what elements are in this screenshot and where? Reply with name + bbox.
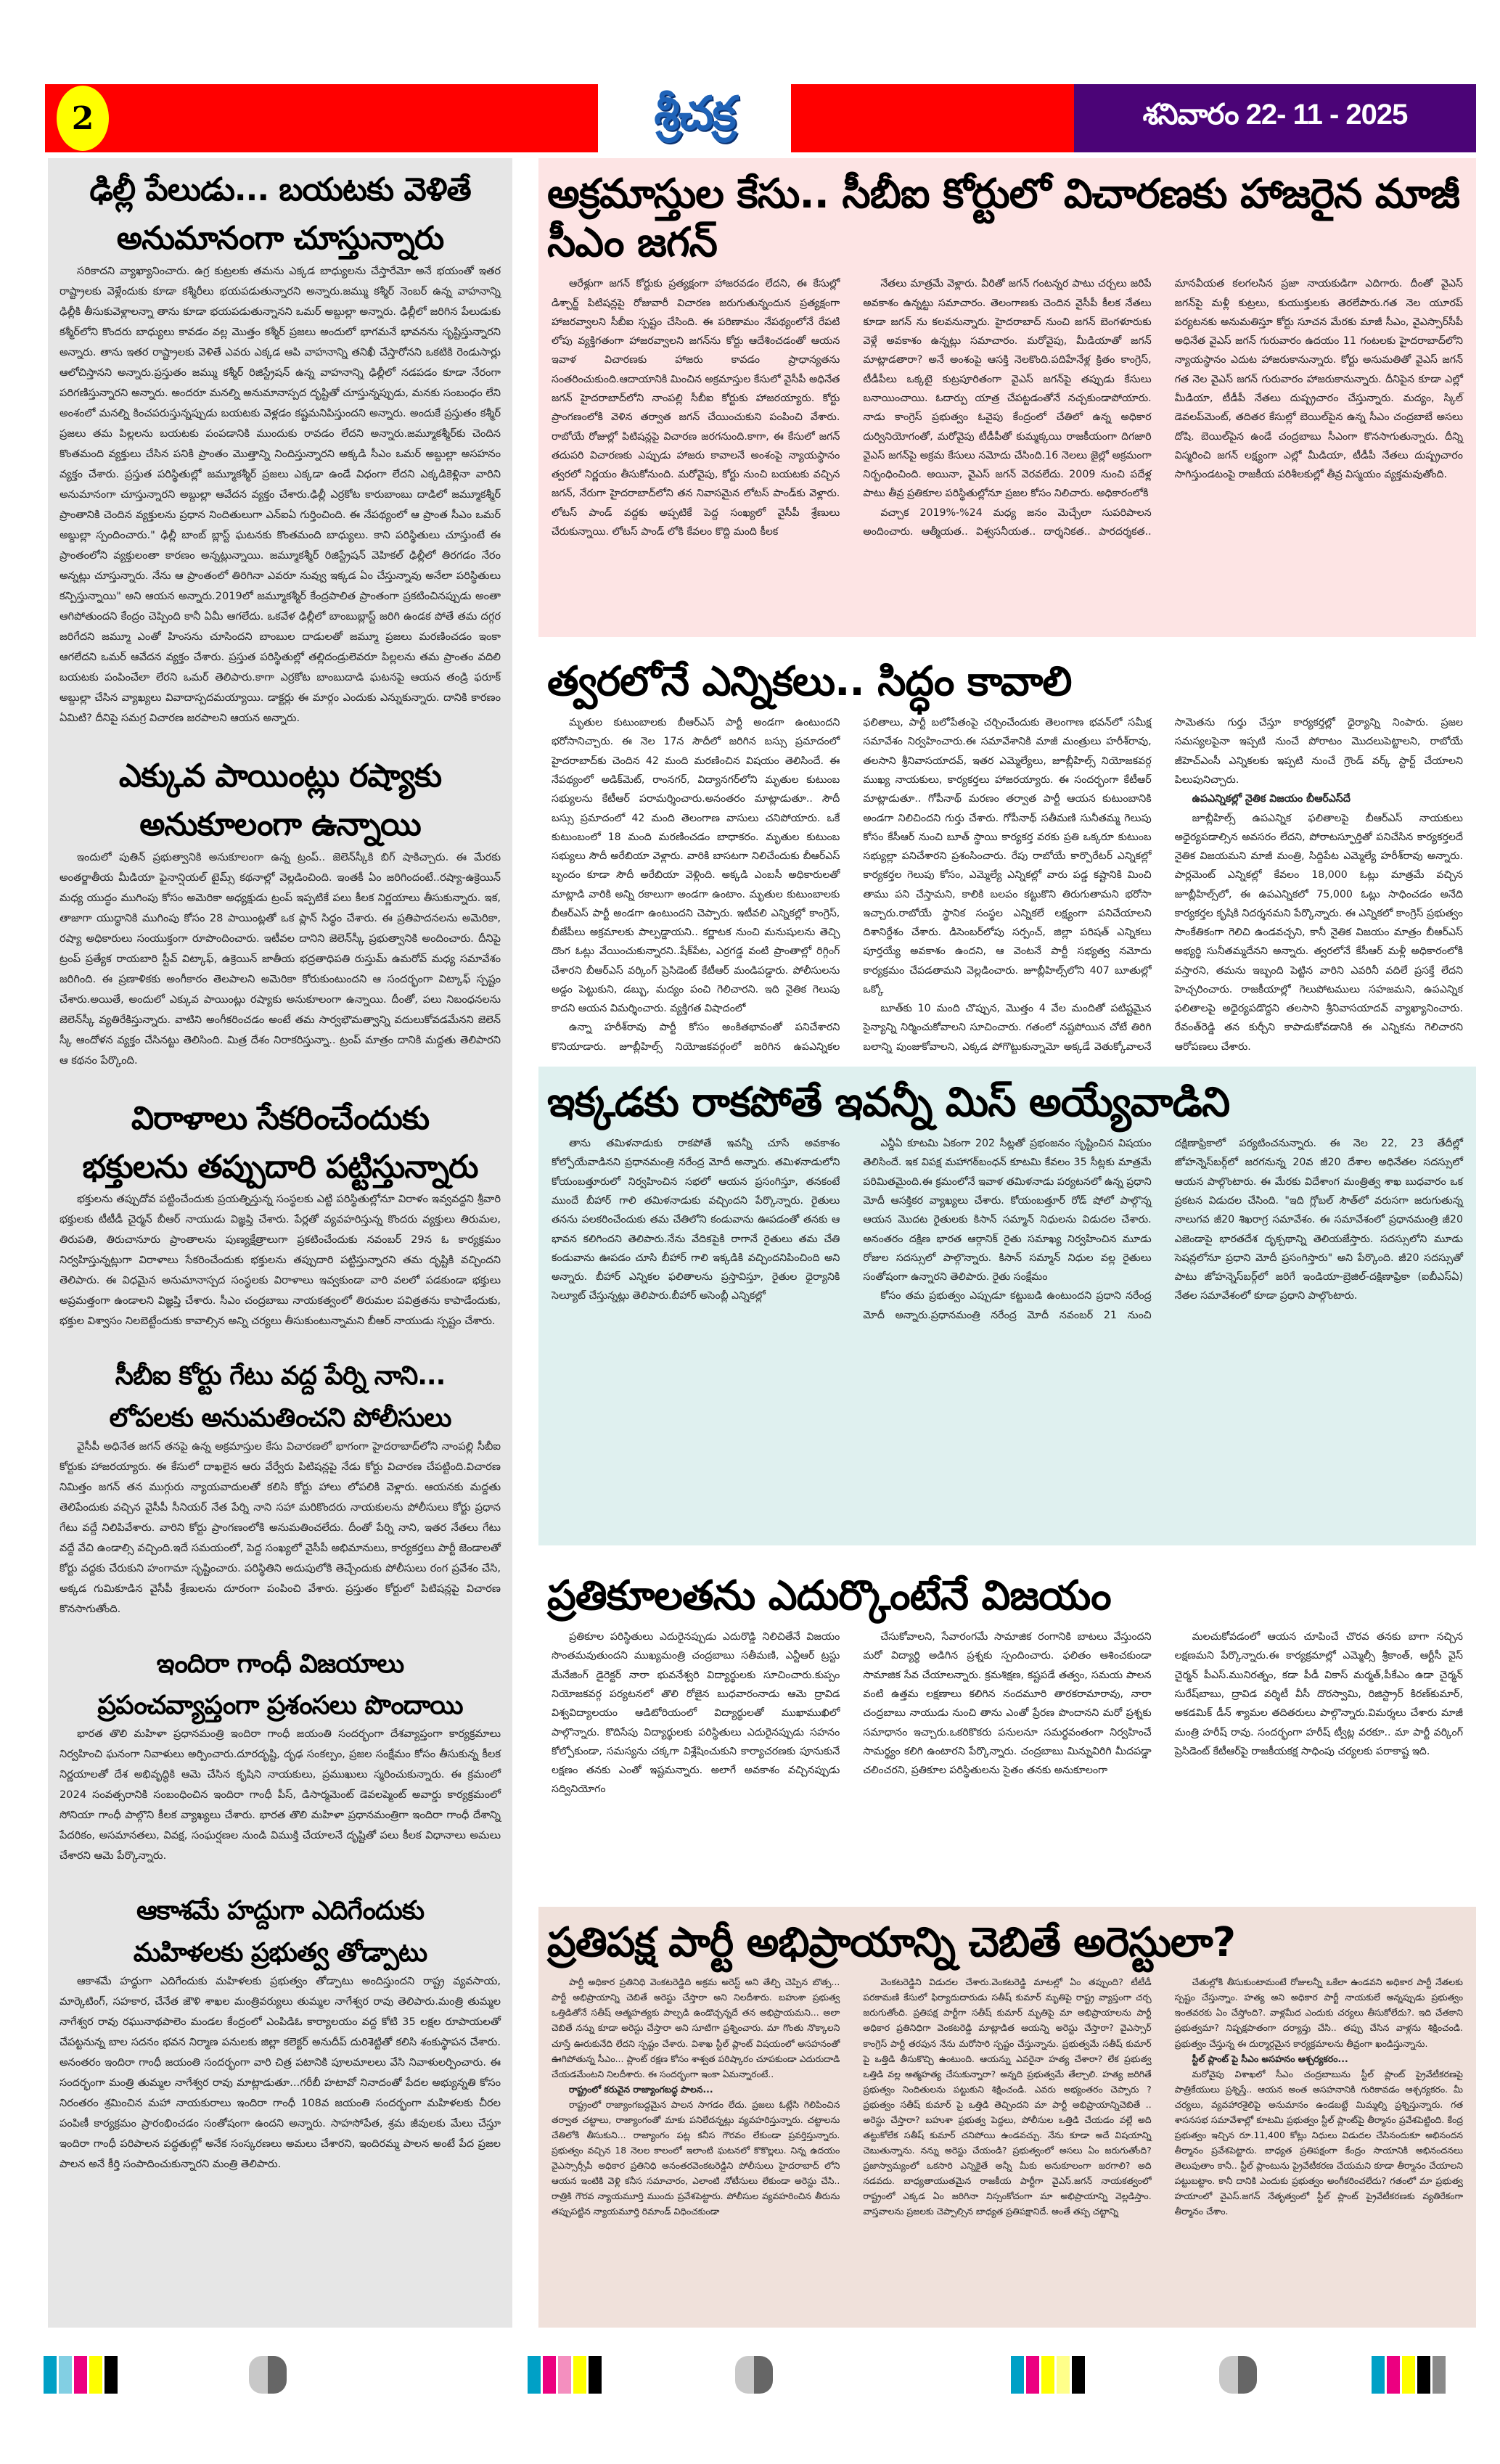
article-ttd-donations (60, 1093, 501, 1332)
gray-registration-dial (735, 2356, 773, 2394)
article-body: ఆకాశమే హద్దుగా ఎదిగేందుకు మహిళలకు ప్రభుత్వం తోడ్పాటు అందిస్తుందని రాష్ట్ర వ్యవసాయ, మార్కెటింగ్, సహకార, చేనేత జౌళి శాఖల మంత్రివర్యులు తుమ్మల నాగేశ్వర రావు తెలిపారు.మంత్రి తుమ్మల నాగేశ్వర రావు రఘునాథపాలెం మండల కేంద్రంలో ఎంపిడిఓ కార్యాలయం వద్ద కోటి 35 లక్షల రూపాయలతో చేపట్టనున్న బాల సదనం భవన నిర్మాణ పనులకు జిల్లా కలెక్టర్ అనుదీప్ దురిశెట్టితో కలిసి శంకుస్థాపన చేశారు. అనంతరం ఇందిరా గాంధీ జయంతి సందర్భంగా వారి చిత్ర పటానికి పూలమాలలు వేసి నివాళులర్పించారు. ఈ సందర్భంగా మంత్రి తుమ్మల నాగేశ్వర రావు మాట్లాడుతూ...గరీబీ హటావో నినాదంతో పేదల అభ్యున్నతి కోసం నిరంతరం శ్రమించిన మహా నాయకురాలు ఇందిరా గాంధీ 108వ జయంతి సందర్భంగా మహిళలకు చీరల పంపిణీ కార్యక్రమం ప్రారంభించడం సంతోషంగా ఉందని అన్నారు. సాహసోపేత, శ్రమ జీవులకు మేలు చేస్తూ ఇందిరా గాంధీ పరిపాలన పద్ధతుల్లో అనేక సంస్కరణలు అమలు చేశారని, ఇందిరమ్మ పాలన అంటే పేద ప్రజల పాలన అనే కీర్తి సంపాదించుకున్నారని మంత్రి తెలిపారు. (60, 1974, 501, 2170)
article-body: భారత తొలి మహిళా ప్రధానమంత్రి ఇందిరా గాంధీ జయంతి సందర్భంగా దేశవ్యాప్తంగా కార్యక్రమాలు నిర్వహించి ఘనంగా నివాళులు అర్పించారు.దూరదృష్టి, దృఢ సంకల్పం, ప్రజల సంక్షేమం కోసం తీసుకున్న కీలక నిర్ణయాలతో దేశ అభివృద్ధికి ఆమె చేసిన కృషిని నాయకులు, ప్రముఖులు స్మరించుకున్నారు. ఈ క్రమంలో 2024 సంవత్సరానికి సంబంధించిన ఇందిరా గాంధీ పీస్, డిసార్మమెంట్ డెవలప్మెంట్ అవార్డు కార్యక్రమంలో సోనియా గాంధీ పాల్గొని కీలక వ్యాఖ్యలు చేశారు. భారత తొలి మహిళా ప్రధానమంత్రిగా ఇందిరా గాంధీ దేశాన్ని పేదరికం, అసమానతలు, వివక్ష, సంఘర్షణల నుండి విముక్తి చేయాలనే దృష్టితో పలు కీలక విధానాలు అమలు చేశారని ఆమె పేర్కొన్నారు. (60, 1728, 501, 1863)
newspaper-logo (598, 80, 791, 158)
headline-line-2: మహిళలకు ప్రభుత్వ తోడ్పాటు (133, 1937, 427, 1968)
article-headline: అక్రమాస్తుల కేసు.. సీబీఐ కోర్టులో విచారణకు హాజరైన మాజీ సీఎం జగన్ (547, 171, 1459, 267)
headline-line-1: ఎక్కువ పాయింట్లు రష్యాకు (118, 757, 442, 794)
body-column-2: ఎన్డీఏ కూటమి ఏకంగా 202 సీట్లతో ప్రభంజనం సృష్టించిన విషయం తెలిసిందే. ఇక విపక్ష మహాగఠ్‌బంధన్ కూటమి కేవలం 35 సీట్లకు మాత్రమే పరిమితమైంది.ఈ క్రమంలోనే ఇవాళ తమిళనాడు పర్యటనలో ఉన్న ప్రధాని మోదీ ఆసక్తికర వ్యాఖ్యలు చేశారు. కోయంబత్తూర్ రోడ్ షోలో పాల్గొన్న ఆయన మొదట రైతులకు కిసాన్ సమ్మాన్ నిధులను విడుదల చేశారు. అనంతరం దక్షిణ భారత ఆర్గానిక్ రైతు సమాఖ్య నిర్వహించిన మూడు రోజుల సదస్సులో పాల్గొన్నారు. కిసాన్ సమ్మాన్ నిధుల వల్ల రైతులు సంతోషంగా ఉన్నారని తెలిపారు. రైతు సంక్షేమం (863, 1138, 1152, 1284)
body-column-3: బూత్‌కు 10 మంది చొప్పున, మొత్తం 4 వేల మందితో పటిష్టమైన సైన్యాన్ని నిర్మించుకోవాలని సూచించారు. గతంలో నష్టపోయిన చోటే తిరిగి బలాన్ని పుంజుకోవాలని, ఎక్కడ పోగొట్టుకున్నామో అక్కడే వెతుక్కోవాలనే సామెతను గుర్తు చేస్తూ కార్యకర్తల్లో ధైర్యాన్ని నింపారు. ప్రజల సమస్యలపైనా ఇప్పటి నుంచే పోరాటం మొదలుపెట్టాలని, రాబోయే జీహెచ్ఎంసీ ఎన్నికలకు ఇప్పటి నుంచే గ్రౌండ్ వర్క్ స్టార్ట్ చేయాలని పిలుపునిచ్చారు. (863, 717, 1463, 1053)
article-women-support (60, 1888, 501, 2175)
cyan-swatch (1372, 2356, 1385, 2394)
black-swatch (1417, 2356, 1430, 2394)
cyan-swatch (528, 2356, 541, 2394)
masthead-red-band-mid (791, 84, 1074, 152)
article-delhi-blast (60, 164, 501, 728)
logo-text: శ్రీచక్ర (654, 86, 735, 141)
article-body: వైసీపీ అధినేత జగన్ తనపై ఉన్న అక్రమాస్తుల కేసు విచారణలో భాగంగా హైదరాబాద్‌లోని నాంపల్లి సీబీఐ కోర్టుకు హాజరయ్యారు. ఈ కేసులో దాఖలైన ఆరు వేర్వేరు పిటిషన్లపై నేడు కోర్టు విచారణ చేపట్టింది.విచారణ నిమిత్తం జగన్ తన ముగ్గురు న్యాయవాదులతో కలిసి కోర్టు హాలు లోపలికి వెళ్లారు. ఆయనకు మద్దతు తెలిపేందుకు వచ్చిన వైసీపీ సీనియర్ నేత పేర్ని నాని సహా మరికొందరు నాయకులను పోలీసులు కోర్టు ప్రధాన గేటు వద్దే నిలిపివేశారు. వారిని కోర్టు ప్రాంగణంలోకి అనుమతించలేదు. దీంతో పేర్ని నాని, ఇతర నేతలు గేటు వద్దే వేచి ఉండాల్సి వచ్చింది.ఇదే సమయంలో, పెద్ద సంఖ్యలో వైసీపీ అభిమానులు, కార్యకర్తలు పార్టీ జెండాలతో కోర్టు వద్దకు చేరుకుని హంగామా సృష్టించారు. పరిస్థితిని అదుపులోకి తెచ్చేందుకు పోలీసులు రంగ ప్రవేశం చేసి, అక్కడ గుమికూడిన వైసీపీ శ్రేణులను దూరంగా పంపించి వేశారు. ప్రస్తుతం కోర్టులో పిటిషన్లపై విచారణ కొనసాగుతోంది. (60, 1440, 501, 1615)
article-headline: ఇక్కడకు రాకపోతే ఇవన్నీ మిస్ అయ్యేవాడిని (547, 1079, 1230, 1126)
color-registration-strip (1372, 2356, 1446, 2394)
subheading: స్టీల్ ప్లాంట్ పై సీఎం అసహనం ఆశ్చర్యకరం... (1192, 2053, 1348, 2064)
body-column-2: చేసుకోవాలని, సేవారంగమే సామాజిక రంగానికి బాటలు వేస్తుందని మరో విద్యార్థి అడిగిన ప్రశ్నకు స్పందించారు. ఫలితం ఆశించకుండా సామాజిక సేవ చేయాలన్నారు. క్రమశిక్షణ, కష్టపడే తత్వం, సమయ పాలన వంటి ఉత్తమ లక్షణాలు కలిగిన నందమూరి తారకరామారావు, నారా చంద్రబాబు నాయుడు నుంచి తాను ఎంతో ప్రేరణ పొందానని మరో ప్రశ్నకు సమాధానం ఇచ్చారు.ఒకరికొకరు పనులనూ సమర్థవంతంగా నిర్వహించే సామర్థ్యం కలిగి ఉంటారని పేర్కొన్నారు. చంద్రబాబు మిన్నువిరిగి మీదపడ్డా చలించరని, ప్రతికూల పరిస్థితులను సైతం తనకు అనుకూలంగా (863, 1631, 1152, 1777)
black-swatch (589, 2356, 602, 2394)
article-body (538, 713, 1476, 1067)
body-paragraph: పార్టీ అధికార ప్రతినిధి వెంకటరెడ్డిది అక్రమ అరెస్ట్ అని తేల్చి చెప్పిన బొత్స... పార్టీ అభిప్రాయాన్ని చెబితే అరెస్టు చేస్తారా అని నిలదీశారు. బహుశా ప్రభుత్వ ఒత్తిడితోనే సతీష్ ఆత్మహత్యకు పాల్పడి ఉండొచ్చన్నదే తన అభిప్రాయమని... అలా చెబితే నన్ను కూడా అరెస్టు చేస్తారా అని సూటిగా ప్రశ్నించారు. మా గొంతు నొక్కాలని చూస్తే ఊరుకునేది లేదని స్పష్టం చేశారు. విశాఖ స్టీల్ ప్లాంట్ విషయంలో అసహనంతో ఊగిపోతున్న సీఎం... ప్లాంట్ రక్షణ కోసం శాశ్వత పరిష్కారం చూపకుండా ఎదురుదాడి చేయడమేంటని నిలదీశారు. ఈ సందర్భంగా ఇంకా ఏమన్నారంటే.. (552, 1976, 840, 2079)
light-cyan-swatch (59, 2356, 72, 2394)
article-body (538, 1134, 1476, 1335)
masthead-red-band (45, 84, 598, 152)
body-column-3: కోసం తమ ప్రభుత్వం ఎప్పుడూ కట్టుబడి ఉంటుందని ప్రధాని నరేంద్ర మోదీ అన్నారు.ప్రధానమంత్రి నరేంద్ర మోదీ నవంబర్ 21 నుంచి దక్షిణాఫ్రికాలో పర్యటించనున్నారు. ఈ నెల 22, 23 తేదీల్లో జోహన్నెస్‌బర్గ్‌లో జరగనున్న 20వ జీ20 దేశాల అధినేతల సదస్సులో ఆయన పాల్గొంటారు. ఈ మేరకు విదేశాంగ మంత్రిత్వ శాఖ బుధవారం ఒక ప్రకటన విడుదల చేసింది. "ఇది గ్లోబల్ సౌత్‌లో వరుసగా జరుగుతున్న నాలుగవ జీ20 శిఖరాగ్ర సమావేశం. ఈ సమావేశంలో ప్రధానమంత్రి జీ20 ఎజెండాపై భారతదేశ దృక్పథాన్ని తెలియజేస్తారు. సదస్సులోని మూడు సెషన్లలోనూ ప్రధాని మోదీ ప్రసంగిస్తారు" అని పేర్కొంది. జీ20 సదస్సుతో పాటు జోహన్నెస్‌బర్గ్‌లో జరిగే ఇండియా-బ్రెజిల్-దక్షిణాఫ్రికా (ఐబీఎస్ఏ) నేతల సమావేశంలో కూడా ప్రధాని పాల్గొంటారు. (863, 1138, 1463, 1321)
gray-registration-dial (249, 2356, 287, 2394)
yellow-swatch (89, 2356, 102, 2394)
article-russia-points (60, 750, 501, 1071)
black-swatch (104, 2356, 118, 2394)
article-body: సరికాదని వ్యాఖ్యానించారు. ఉగ్ర కుట్రలకు తమను ఎక్కడ బాధ్యులను చేస్తారేమో అనే భయంతో ఇతర రాష్ట్రాలకు వెళ్లేందుకు కూడా కశ్మీరీలు భయపడుతున్నారని అన్నారు.జమ్ము కశ్మీర్ నెంబర్ ఉన్న వాహనాన్ని ఢిల్లీకి తీసుకువెళ్లాలన్నా తాను కూడా భయపడుతున్నానని ఒమర్ అబ్దుల్లా అన్నారు. ఢిల్లీలో జరిగిన పేలుడుకు కశ్మీర్‌లోని కొందరు బాధ్యులు కావడం వల్ల మొత్తం కశ్మీర్ ప్రజలు అందులో భాగమనే భావనను సృష్టిస్తున్నారని అన్నారు. తాను ఇతర రాష్ట్రాలకు వెళితే ఎవరు ఎక్కడ ఆపి వాహనాన్ని తనిఖీ చేస్తారోనని ఒకటికి రెండుసార్లు ఆలోచిస్తానని అన్నారు.ప్రస్తుతం జమ్ము కశ్మీర్ రిజిస్ట్రేషన్ ఉన్న వాహనాన్ని ఢిల్లీలో నడపడం కూడా నేరంగా పరిగణిస్తున్నారని అన్నారు. అందరూ మనల్ని అనుమానాస్పద దృష్టితో చూస్తున్నప్పుడు, మనకు సంబంధం లేని అంశంలో మనల్ని కించపరుస్తున్నప్పుడు బయటకు వెళ్లడం కష్టమనిపిస్తుందని అన్నారు. అందుకే ప్రస్తుతం కశ్మీర్ ప్రజలు తమ పిల్లలను బయటకు పంపడానికి ముందుకు రావడం లేదని అన్నారు.జమ్మూకశ్మీర్‌కు చెందిన కొంతమంది వ్యక్తులు చేసిన పనికి ప్రాంతం మొత్తాన్ని నిందిస్తున్నారని అక్కడి సీఎం ఒమర్ అబ్దుల్లా అసహనం వ్యక్తం చేశారు. ప్రస్తుత పరిస్థితుల్లో జమ్మూకశ్మీర్ ప్రజలు ఎక్కడా ఉండే విధంగా లేదని ఎక్కడికెళ్లినా వారిని అనుమానంగా చూస్తున్నారని అబ్దుల్లా ఆవేదన వ్యక్తం చేశారు.ఢిల్లీ ఎర్రకోట కారుబాంబు దాడిలో జమ్మూకశ్మీర్ ప్రాంతానికి చెందిన వ్యక్తులను ప్రధాన నిందితులుగా ఎన్ఐఏ గుర్తించింది. ఈ నేపథ్యంలో ఆ ప్రాంత సీఎం ఒమర్ అబ్దుల్లా స్పందించారు." ఢిల్లీ బాంబ్ బ్లాస్ట్ ఘటనకు కొంతమంది బాధ్యులు. కాని పరిస్థితులు చూస్తుంటే ఈ ప్రాంతంలోని వ్యక్తులంతా కారణం అన్నట్లున్నాయి. జమ్మూకశ్మీర్ రిజిస్ట్రేషన్ వెహికల్ ఢిల్లీలో తిరగడం నేరం అన్నట్లు చూస్తున్నారు. నేను ఆ ప్రాంతంలో తిరిగినా ఎవరూ నువ్వు ఇక్కడ ఏం చేస్తున్నావు అనేలా పరిస్థితులు కన్పిస్తున్నాయి" అని ఆయన అన్నారు.2019లో జమ్మూకశ్మీర్ కేంద్రపాలిత ప్రాంతంగా ప్రకటించినప్పుడు అంతా ఆగిపోతుందని కేంద్రం చెప్పింది కానీ ఏమీ ఆగలేదు. ఒకవేళ ఢిల్లీలో బాంబుబ్లాస్ట్ జరిగి ఉండక పోతే తమ దగ్గర జరిగేదని జమ్మూ ఎంతో హింసను చూసిందని బాంబుల దాడులతో జమ్మూ ప్రజలు మరణించడం ఇంకా ఆగలేదని ఒమర్ ఆవేదన వ్యక్తం చేశారు. ప్రస్తుత పరిస్థితుల్లో తల్లిదండ్రులెవరూ పిల్లలను తమ ప్రాంతం వదిలి బయటకు పంపించేలా లేరని ఒమర్ తెలిపారు.కాగా ఎర్రకోట బాంబుదాడి ఘటనపై ఆయన తండ్రి ఫరూక్ అబ్దుల్లా చేసిన వ్యాఖ్యలు వివాదాస్పదమయ్యాయి. డాక్టర్లు ఈ మార్గం ఎందుకు ఎన్నుకున్నారు. దానికి కారణం ఏమిటి? దీనిపై సమగ్ర విచారణ జరపాలని ఆయన అన్నారు. (60, 264, 501, 724)
body-paragraph: రాష్ట్రంలో రాజ్యాంగబద్ధమైన పాలన సాగడం లేదు. ప్రజలు ఓట్లేసి గెలిపించిన తర్వాత చట్టాలు, రాజ్యాంగంతో మాకు పనిలేదన్నట్లు వ్యవహరిస్తున్నారు. చట్టాలను చేతిలోకి తీసుకుని... రాజ్యాంగం పట్ల కనీస గౌరవం లేకుండా ప్రవర్తిస్తున్నారు. ప్రభుత్వం వచ్చిన 18 నెలల కాలంలో ఇలాంటి ఘటనలో కొకొల్లలు. నిన్న ఉదయం వైఎస్సార్సీపీ అధికార ప్రతినిధి అనంతరవెంకటరెడ్డిని పోలీసులు హైదరాబాద్ లోని ఆయన ఇంటికి వెళ్లి కనీస సమాచారం, ఎలాంటి నోటీసులు లేకుండా అరెస్టు చేసి.. రాత్రికి గౌరవ న్యాయమూర్తి ముందు ప్రవేశపెట్టారు. పోలీసుల వ్యవహరించిన తీరును తప్పుపట్టిన న్యాయమూర్తి రిమాండ్ విధించకుండా (552, 2098, 840, 2217)
body-column-1: తాను తమిళనాడుకు రాకపోతే ఇవన్నీ చూసే అవకాశం కోల్పోయేవాడినని ప్రధానమంత్రి నరేంద్ర మోదీ అన్నారు. తమిళనాడులోని కోయంబత్తూరులో నిర్వహించిన సభలో ఆయన ప్రసంగిస్తూ, తనకంటే ముందే బీహార్ గాలి తమిళనాడుకు వచ్చిందని పేర్కొన్నారు. రైతులు తనను పలకరించేందుకు తమ చేతిలోని కండువాను ఊపడంతో తనకు ఆ భావన కలిగిందని తెలిపారు.నేను వేదికపైకి రాగానే రైతులు తమ చేతి కండువాను ఊపడం చూసి బీహార్ గాలి ఇక్కడికి వచ్చిందనిపించింది అని అన్నారు. బీహార్ ఎన్నికల ఫలితాలను ప్రస్తావిస్తూ, రైతుల ధైర్యానికి సెల్యూట్ చేస్తున్నట్లు తెలిపారు.బీహార్ అసెంబ్లీ ఎన్నికల్లో (552, 1138, 840, 1302)
cyan-swatch (44, 2356, 57, 2394)
light-magenta-swatch (558, 2356, 571, 2394)
yellow-swatch (1041, 2356, 1054, 2394)
body-paragraph: మరోవైపు విశాఖలో సీఎం చంద్రబాబును స్టీల్ ప్లాంట్ ప్రైవేటీకరణపై పాత్రికేయులు ప్రశ్నిస్తే.. ఆయన అంత అసహనానికి గురికావడం ఆశ్చర్యకరం. మీ చర్యలు, వ్యవహారశైలిపై అనుమానం ఉండబట్టే మిమ్మల్ని ప్రశ్నిస్తున్నారు. గత శాసనసభ సమావేశాల్లో కూటమి ప్రభుత్వం స్టీల్ ప్లాంట్‌పై తీర్మానం ప్రవేశపెట్టింది. కేంద్ర ప్రభుత్వం ఇచ్చిన రూ.11,400 కోట్లు నిధులు విడుదల చేసినందుకూ అభినందన తీర్మానం ప్రవేశపెట్టారు. బాధ్యత ప్రతిపక్షంగా కేంద్రం సాయానికి అభినందనలు తెలుపుతాం కానీ.. స్టీల్ ప్లాంటును ప్రైవేటీకరణ చేయమని కూడా తీర్మానం చేయాలని పట్టుబట్టాం. కానీ దానికి ఎందుకు ప్రభుత్వం అంగీకరించలేదు? గతంలో మా ప్రభుత్వ హయాంలో వైఎస్.జగన్ నేతృత్వంలో స్టీల్ ప్లాంట్ ప్రైవేటీకరణకు వ్యతిరేకంగా తీర్మానం చేశాం. (1174, 2068, 1463, 2217)
headline-line-1: ఆకాశమే హద్దుగా ఎదిగేందుకు (136, 1896, 425, 1926)
light-yellow-swatch (1057, 2356, 1070, 2394)
article-body: భక్తులను తప్పుదోవ పట్టించేందుకు ప్రయత్నిస్తున్న సంస్థలకు ఎట్టి పరిస్థితుల్లోనూ విరాళం ఇవ్వవద్దని శ్రీవారి భక్తులకు టీటీడీ చైర్మన్ బీఆర్ నాయుడు విజ్ఞప్తి చేశారు. పేర్లతో వ్యవహరిస్తున్న కొందరు వ్యక్తులు తిరుమల, తిరుపతి, తిరుచానూరు ప్రాంతాలను పుణ్యక్షేత్రాలుగా ప్రకటించేందుకు నవంబర్ 29న ఓ కార్యక్రమం నిర్వహిస్తున్నట్లుగా విరాళాలు సేకరించేందుకు భక్తులను తప్పుదారి పట్టిస్తున్నారని తమ దృష్టికి వచ్చిందని తెలిపారు. ఈ విధమైన అనుమానాస్పద సంస్థలకు విరాళాలు ఇవ్వకుండా వారి వలలో పడకుండా భక్తులు అప్రమత్తంగా ఉండాలని విజ్ఞప్తి చేశారు. సీఎం చంద్రబాబు నాయకత్వంలో తిరుమల పవిత్రతను కాపాడేందుకు, భక్తుల విశ్వాసం నిలబెట్టేందుకు కావాల్సిన అన్ని చర్యలు తీసుకుంటున్నామని బీఆర్ నాయుడు స్పష్టం చేశారు. (60, 1193, 501, 1328)
body-column-1: ప్రతికూల పరిస్థితులు ఎదురైనప్పుడు ఎదురొడ్డి నిలిచితేనే విజయం సొంతమవుతుందని ముఖ్యమంత్రి చంద్రబాబు సతీమణి, ఎన్టీఆర్ ట్రస్టు మేనేజింగ్ డైరెక్టర్ నారా భువనేశ్వరి విద్యార్థులకు సూచించారు.కుప్పం నియోజకవర్గ పర్యటనలో తొలి రోజైన బుధవారంనాడు ఆమె ద్రావిడ విశ్వవిద్యాలయం ఆడిటోరియంలో విద్యార్థులతో ముఖాముఖిలో పాల్గొన్నారు. కొదిసేపు విద్యార్థులకు పరిస్థితులు ఎదురైనప్పుడు సహనం కోల్పోకుండా, సమస్యను చక్కగా విశ్లేషించుకుని కార్యాచరణకు పూనుకునే లక్షణం తనకు ఎంతో ఇష్టమన్నారు. అలాగే అవకాశం వచ్చినప్పుడు సద్వినియోగం (552, 1631, 840, 1796)
body-column-3: మలచుకోవడంలో ఆయన చూపించే చొరవ తనకు బాగా నచ్చిన లక్షణమని పేర్కొన్నారు.ఈ కార్యక్రమాల్లో ఎమ్మెల్సీ శ్రీకాంత్, ఆర్టీసీ వైస్ చైర్మన్ పీఎస్.మునిరత్నం, కడా పీడీ వికాస్ మర్మత్,పీకేఎం ఉడా చైర్మన్ సురేష్‌బాబు, ద్రావిడ వర్శిటీ వీసీ దొరస్వామి, రిజిస్ట్రార్ కిరణ్‌కుమార్, అకడమిక్ డీన్ శ్యామల తదితరులు పాల్గొన్నారు.విమర్శలు చేశారు మాజీ మంత్రి హరీష్ రావు. సందర్భంగా హరీష్ ట్వీట్ల వరకూ.. మా పార్టీ వర్కింగ్ ప్రెసిడెంట్ కేటీఆర్‌పై రాజకీయకక్ష సాధింపు చర్యలకు పరాకాష్ట ఇది. (1174, 1631, 1463, 1757)
body-column-2: ఉన్నా హరీశ్‌రావు పార్టీ కోసం అంకితభావంతో పనిచేశారని కొనియాడారు. జూబ్లీహిల్స్ నియోజకవర్గంలో జరిగిన ఉపఎన్నికల ఫలితాలు, పార్టీ బలోపేతంపై చర్చించేందుకు తెలంగాణ భవన్‌లో సమీక్ష సమావేశం నిర్వహించారు.ఈ సమావేశానికి మాజీ మంత్రులు హరీశ్‌రావు, తలసాని శ్రీనివాసయాదవ్, ఇతర ఎమ్మెల్యేలు, జూబ్లీహిల్స్ నియోజకవర్గ ముఖ్య నాయకులు, కార్యకర్తలు హాజరయ్యారు. ఈ సందర్భంగా కేటీఆర్ మాట్లాడుతూ.. గోపీనాథ్ మరణం తర్వాత పార్టీ ఆయన కుటుంబానికి అండగా నిలిచిందని గుర్తు చేశారు. గోపీనాథ్ సతీమణి సునీతమ్మ గెలుపు కోసం కేసీఆర్ నుంచి బూత్ స్థాయి కార్యకర్త వరకు ప్రతి ఒక్కరూ కుటుంబ సభ్యుల్లా పనిచేశారని ప్రశంసించారు. రేపు రాబోయే కార్పొరేటర్ ఎన్నికల్లో కార్యకర్తల గెలుపు కోసం, ఎమ్మెల్యే ఎన్నికల్లో వారు పడ్డ కష్టానికి మించి తాము పని చేస్తామని, కాలికి బలపం కట్టుకొని తిరుగుతామని భరోసా ఇచ్చారు.రాబోయే స్థానిక సంస్థల ఎన్నికలే లక్ష్యంగా పనిచేయాలని దిశానిర్దేశం చేశారు. డిసెంబర్‌లోపు సర్పంచ్, జిల్లా పరిషత్ ఎన్నికలు పూర్తయ్యే అవకాశం ఉందని, ఆ వెంటనే పార్టీ సభ్యత్వ నమోదు కార్యక్రమం చేపడతామని వెల్లడించారు. జూబ్లీహిల్స్‌లోని 407 బూతుల్లో ఒక్కో (552, 717, 1152, 1053)
article-body (538, 274, 1476, 551)
article-opposition-arrests (538, 1907, 1476, 2328)
headline-line-1: ఇందిరా గాంధీ విజయాలు (156, 1648, 404, 1679)
article-modi-tamilnadu (538, 1067, 1476, 1545)
headline-line-1: సీబీఐ కోర్టు గేటు వద్ద పేర్ని నాని... (115, 1361, 446, 1392)
color-registration-strip (528, 2356, 602, 2394)
magenta-swatch (74, 2356, 87, 2394)
gray-swatch (1433, 2356, 1446, 2394)
yellow-swatch (1402, 2356, 1415, 2394)
article-body: ఇందులో పుతిన్ ప్రభుత్వానికి అనుకూలంగా ఉన్న ట్రంప్.. జెలెన్‌స్కీకి బిగ్ షాకిచ్చారు. ఈ మేరకు అంతర్జాతీయ మీడియా ఫైనాన్షియల్ టైమ్స్ కథనాల్లో వెల్లడించింది. ఇంతకీ ఏం జరిగిందంటే..రష్యా-ఉక్రెయిన్ మధ్య యుద్ధం ముగింపు కోసం అమెరికా అధ్యక్షుడు ట్రంప్ ఇప్పటికే పలు కీలక నిర్ణయాలు తీసుకున్నారు. ఇక, తాజాగా యుద్ధానికి ముగింపు కోసం 28 పాయింట్లతో ఒక ప్లాన్ సిద్ధం చేశారు. ఈ ప్రతిపాదనలను అమెరికా, రష్యా అధికారులు సంయుక్తంగా రూపొందించారు. ఇటీవల దానిని జెలెన్‌స్కీ ప్రభుత్వానికి అందించారు. దీనిపై ట్రంప్ ప్రత్యేక రాయబారి స్టీవ్ విట్కాఫ్, ఉక్రెయిన్ జాతీయ భద్రతాధిపతి రుస్తుమ్ ఉమరోవ్ మధ్య సమావేశం జరిగింది. ఈ ప్రణాళికకు అంగీకారం తెలపాలని అమెరికా కోరుకుంటుందని ఆ సందర్భంగా విట్కాఫ్ స్పష్టం చేశారు.అయితే, అందులో ఎక్కువ పాయింట్లు రష్యాకు అనుకూలంగా ఉన్నాయి. దీంతో, పలు నిబంధనలను జెలెన్‌స్కీ వ్యతిరేకిస్తున్నారు. వాటిని అంగీకరించడం అంటే తమ సార్వభౌమత్వాన్ని వదులుకోవడమేనని జెలెన్ స్కీ ఆందోళన వ్యక్తం చేసినట్టు తెలిసింది. మిత్ర దేశం నిరాకరిస్తున్నా.. ట్రంప్ మాత్రం దానికి మద్దతు తెలిపారని ఆ కథనం పేర్కొంది. (60, 850, 501, 1067)
headline-line-2: భక్తులను తప్పుదారి పట్టిస్తున్నారు (82, 1148, 478, 1186)
body-column-3: వచ్చాక 2019%-%24 మధ్య జనం మెచ్చేలా సుపరిపాలన అందించారు. ఆత్మీయత.. విశ్వసనీయత.. దార్శనికత.. పారదర్శకత.. మానవీయత కలగలసిన ప్రజా నాయకుడిగా ఎదిగారు. దీంతో వైఎస్ జగన్‌పై మళ్లీ కుట్రలు, కుయుక్తులకు తెరలేపారు.గత నెల యూరప్ పర్యటనకు అనుమతిస్తూ కోర్టు సూచన మేరకు మాజీ సీఎం, వైఎస్సార్‌సీపీ అధినేత వైఎస్ జగన్ గురువారం ఉదయం 11 గంటలకు హైదరాబాద్‌లోని న్యాయస్థానం ఎదుట హాజరుకానున్నారు. కోర్టు అనుమతితో వైఎస్ జగన్ గత నెల వైఎస్ జగన్ గురువారం హాజరుకానున్నారు. దీనిపైన కూడా ఎల్లో మీడియా, టీడీపీ నేతలు దుష్ప్రచారం చేస్తున్నారు. మద్యం, స్కిల్ డెవలప్‌మెంట్, తదితర కేసుల్లో బెయిల్‌పైన ఉన్న సీఎం చంద్రబాబే అసలు దోషి. బెయిల్‌పైన ఉండే చంద్రబాబు సీఎంగా కొనసాగుతున్నారు. దీన్ని విస్మరించి జగన్ లక్ష్యంగా ఎల్లో మీడియా, టీడీపీ నేతలు దుష్ప్రచారం సాగిస్తుండటంపై రాజకీయ పరిశీలకుల్లో తీవ్ర విస్మయం వ్యక్తమవుతోంది. (863, 278, 1463, 538)
issue-date: శనివారం 22- 11 - 2025 (1142, 98, 1408, 131)
article-bhuvaneswari (538, 1560, 1476, 1894)
gray-registration-dial (1219, 2356, 1257, 2394)
article-headline: త్వరలోనే ఎన్నికలు.. సిద్ధం కావాలి (547, 658, 1072, 705)
body-column-2: నేతలు మాత్రమే వెళ్లారు. వీరితో జగన్ గంటన్నర పాటు చర్చలు జరిపే అవకాశం ఉన్నట్టు సమాచారం. తెలంగాణకు చెందిన వైసీపీ కీలక నేతలు కూడా జగన్ ను కలవనున్నారు. హైదరాబాద్ నుంచి జగన్ బెంగళూరుకు వెళ్లే అవకాశం ఉన్నట్లు సమాచారం. మరోవైపు, మీడియాతో జగన్ మాట్లాడతారా? అనే అంశంపై ఆసక్తి నెలకొంది.పదిహేనేళ్ల క్రితం కాంగ్రెస్, టీడీపీలు ఒక్కటై కుట్రపూరితంగా వైఎస్ జగన్‌పై తప్పుడు కేసులు బనాయించాయి. ఓదార్పు యాత్ర చేపట్టడంతోనే నచ్చకుండాపోయారు. నాడు కాంగ్రెస్ ప్రభుత్వం ఓవైపు కేంద్రంలో చేతిలో ఉన్న అధికార దుర్వినియోగంతో, మరోవైపు టీడీపీతో కుమ్మక్కయి రాజకీయంగా దిగజారి వైఎస్ జగన్‌పై అక్రమ కేసులు నమోదు చేసింది.16 నెలలు జైల్లో అక్రమంగా నిర్బంధించింది. అయినా, వైఎస్ జగన్ వెరవలేదు. 2009 నుంచి పదేళ్ల పాటు తీవ్ర ప్రతికూల పరిస్థితుల్లోనూ ప్రజల కోసం నిలిచారు. అధికారంలోకి (863, 278, 1152, 500)
article-headline: ప్రతిపక్ష పార్టీ అభిప్రాయాన్ని చెబితే అరెస్టులా? (547, 1919, 1236, 1966)
headline-line-1: విరాళాలు సేకరించేందుకు (131, 1099, 430, 1137)
headline-line-1: ఢిల్లీ పేలుడు... బయటకు వెళితే (89, 171, 471, 208)
cyan-swatch (1011, 2356, 1024, 2394)
subheading: ఉపఎన్నికల్లో నైతిక విజయం బీఆర్ఎస్‌దే (1192, 793, 1351, 805)
headline-line-2: అనుకూలంగా ఉన్నాయి (139, 805, 421, 843)
black-swatch (1072, 2356, 1085, 2394)
body-paragraph: చేతుల్లోకి తీసుకుంటామంటే రోజులన్నీ ఒకేలా ఉండవని అధికార పార్టీ నేతలకు స్పష్టం చేస్తున్నాం. హత్య అని అధికార పార్టీ నాయకులే అన్నప్పుడు ప్రభుత్వం ఇంతవరకు ఏం చేస్తోంది?. వాళ్లమీద ఎందుకు చర్యలు తీసుకోలేదు?. ఇది చేతకాని ప్రభుత్వమా? నిష్పక్షపాతంగా దర్యాప్తు చేసి.. తప్పు చేసిన వాళ్లను శిక్షించండి. ప్రభుత్వం చేస్తున్న ఈ దుర్మార్గమైన కార్యక్రమాలను తీవ్రంగా ఖండిస్తున్నాను. (1174, 1976, 1463, 2049)
headline-line-2: లోపలకు అనుమతించని పోలీసులు (109, 1403, 451, 1433)
masthead-date-panel (1074, 84, 1476, 152)
body-column-1: ఆరేళ్లుగా జగన్ కోర్టుకు ప్రత్యక్షంగా హాజరవడం లేదని, ఈ కేసుల్లో డిశ్చార్జ్ పిటిషన్లపై రోజువారీ విచారణ జరుగుతున్నందున ప్రత్యక్షంగా హాజరవ్వాలని సీబీఐ స్పష్టం చేసింది. ఈ పరిణామం నేపథ్యంలోనే రేపటి లోపు వ్యక్తిగతంగా హాజరవ్వాలని జగన్‌ను కోర్టు ఆదేశించడంతో ఆయన ఇవాళ విచారణకు హాజరు కావడం ప్రాధాన్యతను సంతరించుకుంది.ఆదాయానికి మించిన అక్రమాస్తుల కేసులో వైసీపీ అధినేత జగన్ హైదరాబాద్‌లోని నాంపల్లి సీబీఐ కోర్టుకు హాజరయ్యారు. కోర్టు ప్రాంగణంలోకి వెళిన తర్వాత జగన్ చేయించుకుని పంపించి వేశారు. రాబోయే రోజుల్లో పిటిషన్లపై విచారణ జరగనుంది.కాగా, ఈ కేసులో జగన్ తదుపరి విచారణకు ఎప్పుడు హాజరు కావాలనే అంశంపై న్యాయస్థానం త్వరలో నిర్ణయం తీసుకోనుంది. మరోవైపు, కోర్టు నుంచి బయటకు వచ్చిన జగన్, నేరుగా హైదరాబాద్‌లోని తన నివాసమైన లోటస్ పాండ్‌కు వెళ్లారు. లోటస్ పాండ్ వద్దకు అప్పటికే పెద్ద సంఖ్యలో వైసీపీ శ్రేణులు చేరుకున్నాయి. లోటస్ పాండ్ లోకి కేవలం కొద్ది మంది కీలక (552, 278, 840, 538)
headline-line-2: ప్రపంచవ్యాప్తంగా ప్రశంసలు పొందాయి (97, 1691, 463, 1721)
masthead (45, 84, 1476, 152)
article-elections-ready (538, 646, 1476, 1052)
article-headline: ప్రతికూలతను ఎదుర్కొంటేనే విజయం (547, 1572, 1111, 1619)
article-indira-gandhi (60, 1641, 501, 1866)
body-continued: జూబ్లీహిల్స్ ఉపఎన్నిక ఫలితాలపై బీఆర్ఎస్ నాయకులు అధైర్యపడాల్సిన అవసరం లేదని, పోరాటస్ఫూర్తితో పనిచేసిన కార్యకర్తలదే నైతిక విజయమని మాజీ మంత్రి, సిద్దిపేట ఎమ్మెల్యే హరీశ్‌రావు అన్నారు. పార్లమెంట్ ఎన్నికల్లో కేవలం 18,000 ఓట్లు మాత్రమే వచ్చిన జూబ్లీహిల్స్‌లో, ఈ ఉపఎన్నికలో 75,000 ఓట్లు సాధించడం అనేది కార్యకర్తల కృషికి నిదర్శనమని పేర్కొన్నారు. ఈ ఎన్నికలో కాంగ్రెస్ ప్రభుత్వం సాంకేతికంగా గెలిచి ఉండవచ్చని, కానీ నైతిక విజయం మాత్రం బీఆర్ఎస్ అభ్యర్థి సునీతమ్మదేనని అన్నారు. త్వరలోనే కేసీఆర్ మళ్లీ అధికారంలోకి వస్తారని, తమను ఇబ్బంది పెట్టిన వారిని ఎవరినీ వదిలే ప్రసక్తే లేదని హెచ్చరించారు. రాజకీయాల్లో గెలుపోటములు సహజమని, ఉపఎన్నిక ఫలితాలపై అధైర్యపడొద్దని తలసాని శ్రీనివాసయాదవ్ వ్యాఖ్యానించారు. రేవంత్‌రెడ్డి తన కుర్చీని కాపాడుకోవడానికి ఈ ఎన్నికను గెలిచారని ఆరోపణలు చేశారు. (1174, 812, 1463, 1053)
body-column-1: మృతుల కుటుంబాలకు బీఆర్ఎస్ పార్టీ అండగా ఉంటుందని భరోసానిచ్చారు. ఈ నెల 17న సౌదీలో జరిగిన బస్సు ప్రమాదంలో హైదరాబాద్‌కు చెందిన 42 మంది మరణించిన విషయం తెలిసిందే. ఈ నేపథ్యంలో అడిక్‌మెట్, రాంనగర్, విద్యానగర్‌లోని మృతుల కుటుంబ సభ్యులను కేటీఆర్ పరామర్శించారు.అనంతరం మాట్లాడుతూ.. సౌదీ బస్సు ప్రమాదంలో 42 మంది తెలంగాణ వాసులు చనిపోయారు. ఒకే కుటుంబంలో 18 మంది మరణించడం బాధాకరం. మృతుల కుటుంబ సభ్యులు సౌదీ అరేబియా వెళ్లారు. వారికి బాసటగా నిలిచేందుకు బీఆర్ఎస్ బృందం కూడా సౌదీ అరేబియా వెళ్లింది. అక్కడి ఎంబసీ అధికారులతో మాట్లాడి వారికి అన్ని రకాలుగా అండగా ఉంటాం. మృతుల కుటుంబాలకు బీఆర్ఎస్ పార్టీ అండగా ఉంటుందని చెప్పారు. ఇటీవలి ఎన్నికల్లో కాంగ్రెస్, బీజేపీలు అక్రమాలకు పాల్పడ్డాయని.. కర్ణాటక నుంచి మనుషులను తెచ్చి దొంగ ఓట్లు వేయించుకున్నారని..షేక్‌పేట, ఎర్రగడ్డ వంటి ప్రాంతాల్లో రిగ్గింగ్ చేశారని బీఆర్ఎస్ వర్కింగ్ ప్రెసిడెంట్ కేటీఆర్ మండిపడ్డారు. పోలీసులను అడ్డం పెట్టుకుని, డబ్బు, మద్యం పంచి గెలిచారని. ఇది నైతిక గెలుపు కాదని ఆయన విమర్శించారు. వ్యక్తిగత విషాదంలో (552, 717, 840, 1015)
page-number-badge (57, 86, 109, 151)
article-perni-nani (60, 1353, 501, 1619)
article-jagan-cbi-court (538, 158, 1476, 637)
body-paragraph: వెంకటరెడ్డిని విడుదల చేశారు.వెంకటరెడ్డి మాటల్లో ఏం తప్పుంది? టీటీడీ పరకామణి కేసులో ఫిర్యాదుదారుడు సతీష్ కుమార్ మృతిపై రాష్ట్ర వ్యాప్తంగా చర్చ జరుగుతోంది. ప్రతిపక్ష పార్టీగా సతీష్ కుమార్ మృతిపై మా అభిప్రాయాలను పార్టీ అధికార ప్రతినిధిగా వెంకటరెడ్డి మాట్లాడిత ఆయన్ని అరెస్టు చేస్తారా? వైఎస్సార్ కాంగ్రెస్ పార్టీ తరపున నేను మరోసారి స్పష్టం చేస్తున్నాను. ప్రభుత్వమే సతీష్ కుమార్ పై ఒత్తిడి తీసుకొచ్చి ఉంటుంది. ఆయన్ను ఎవరైనా హత్య చేశారా? లేక ప్రభుత్వ ఒత్తిడి వల్ల ఆత్మహత్య చేసుకున్నారా? అన్నది ప్రభుత్వమే తేల్చాలి. హత్య జరిగితే ప్రభుత్వం నిందితులను పట్టుకుని శిక్షించండి. ఎవరు అభ్యంతరం చెప్పారు ? ప్రభుత్వం సతీష్ కుమార్ పై ఒత్తిడి తెచ్చిందని మా పార్టీ అభిప్రాయాన్నిచెబితే .. అరెస్టు చేస్తారా? బహుశా ప్రభుత్వ పెద్దలు, పోలీసుల ఒత్తిడి చేయడం వల్లే అది తట్టుకోలేక సతీష్ కుమార్ చనిపోయి ఉండవచ్చు. నేను కూడా అదే విషయాన్ని చెబుతున్నాను. నన్ను అరెస్టు చేయండి? ప్రభుత్వంలో అసలు ఏం జరుగుతోంది? ప్రజాస్వామ్యంలో ఒకసారి ఎన్నికైతే అన్నీ మీకు అనుకూలంగా జరగాలి? అది నడవదు. బాధ్యతాయుతమైన రాజకీయ పార్టీగా వైఎస్.జగన్ నాయకత్వంలో రాష్ట్రంలో ఎక్కడ ఏం జరిగినా నిస్సంకోచంగా మా అభిప్రాయాన్ని వెల్లడిస్తాం. వాస్తవాలను ప్రజలకు చెప్పాల్సిన బాధ్యత ప్రతిపక్షానిదే. అంతే తప్ప చట్టాన్ని (863, 1976, 1152, 2217)
color-registration-strip (1011, 2356, 1085, 2394)
magenta-swatch (1387, 2356, 1400, 2394)
left-column (48, 158, 512, 2328)
magenta-swatch (543, 2356, 556, 2394)
headline-line-2: అనుమానంగా చూస్తున్నారు (116, 219, 444, 257)
article-body (538, 1627, 1476, 1809)
magenta-swatch (1026, 2356, 1039, 2394)
color-registration-strip (44, 2356, 118, 2394)
subheading: రాష్ట్రంలో కరువైన రాజ్యాంగబద్ధ పాలన... (569, 2083, 713, 2095)
page-number: 2 (71, 99, 94, 137)
yellow-swatch (573, 2356, 586, 2394)
article-body (538, 1974, 1476, 2229)
